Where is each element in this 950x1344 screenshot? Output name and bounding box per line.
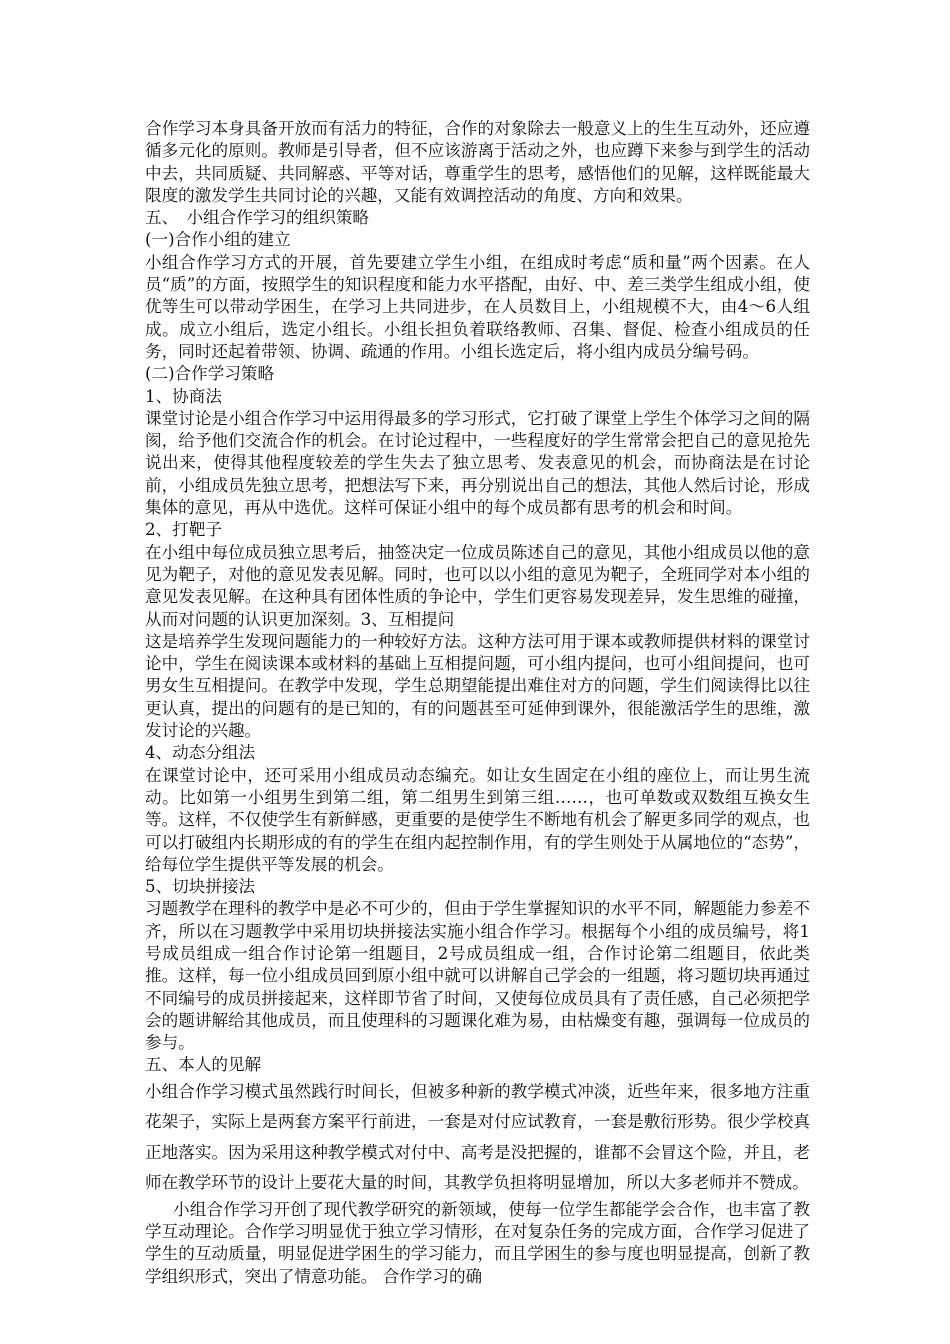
group-building-paragraph: 小组合作学习方式的开展，首先要建立学生小组，在组成时考虑“质和量”两个因素。在人员“质”的方面，按照学生的知识程度和能力水平搭配，由好、中、差三类学生组成小组，使优等生可以带动学困生，在学习上共同进步，在人员数目上，小组规模不大，由4～6人组成。成立小组后，选定小组长。小组长担负着联络教师、召集、督促、检查小组成员的任务，同时还起着带领、协调、疏通的作用。小组长选定后，将小组内成员分编号码。	[145, 252, 810, 361]
section-heading-organization-strategy: 五、 小组合作学习的组织策略	[145, 208, 370, 228]
opinion-paragraph-1	[145, 1077, 810, 1199]
intro-paragraph: 合作学习本身具备开放而有活力的特征，合作的对象除去一般意义上的生生互动外，还应遵循多元化的原则。教师是引导者，但不应该游离于活动之外，也应蹲下来参与到学生的活动中去，共同质疑、共同解惑、平等对话，尊重学生的思考，感悟他们的见解，这样既能最大限度的激发学生共同讨论的兴趣，又能有效调控活动的角度、方向和效果。	[145, 119, 810, 205]
method-heading-jigsaw: 5、切块拼接法	[145, 877, 256, 897]
document-page	[145, 118, 810, 1288]
section-heading-personal-opinion: 五、本人的见解	[145, 1055, 262, 1075]
opinion-paragraph-2: 小组合作学习开创了现代教学研究的新领域，使每一位学生都能学会合作，也丰富了教学互动理论。合作学习明显优于独立学习情形，在对复杂任务的完成方面，合作学习促进了学生的互动质量，明显促进学困生的学习能力，而且学困生的参与度也明显提高，创新了教学组织形式，突出了情意功能。 合作学习的确	[145, 1199, 810, 1286]
negotiation-paragraph: 课堂讨论是小组合作学习中运用得最多的学习形式，它打破了课堂上学生个体学习之间的隔阂，给予他们交流合作的机会。在讨论过程中，一些程度好的学生常常会把自己的意见抢先说出来，使得其他程度较差的学生失去了独立思考、发表意见的机会，而协商法是在讨论前，小组成员先独立思考，把想法写下来，再分别说出自己的想法，其他人然后讨论，形成集体的意见，再从中选优。这样可保证小组中的每个成员都有思考的机会和时间。	[145, 408, 810, 518]
opinion-paragraph-1-text: 小组合作学习模式虽然践行时间长，但被多种新的教学模式冲淡，近些年来，很多地方注重花架子，实际上是两套方案平行前进，一套是对付应试教育，一套是敷衍形势。很少学校真正地落实。因为采用这种教学模式对付中、高考是没把握的，谁都不会冒这个险，并且，老师在教学环节的设计上要花大量的时间，其教学负担将明显增加，所以大多老师并不赞成。	[145, 1081, 810, 1193]
method-heading-negotiation: 1、协商法	[145, 386, 222, 406]
target-paragraph: 在小组中每位成员独立思考后，抽签决定一位成员陈述自己的意见，其他小组成员以他的意见为靶子，对他的意见发表见解。同时，也可以以小组的意见为靶子，全班同学对本小组的意见发表见解。在这种具有团体性质的争论中，学生们更容易发现差异，发生思维的碰撞，从而对问题的认识更加深刻。3、互相提问	[145, 542, 810, 629]
subsection-heading-cooperative-strategy: (二)合作学习策略	[145, 364, 275, 384]
method-heading-dynamic-grouping: 4、动态分组法	[145, 743, 256, 763]
method-heading-target: 2、打靶子	[145, 520, 222, 540]
jigsaw-paragraph: 习题教学在理科的教学中是必不可少的，但由于学生掌握知识的水平不同，解题能力参差不齐，所以在习题教学中采用切块拼接法实施小组合作学习。根据每个小组的成员编号，将1号成员组成一组合作讨论第一组题目，2号成员组成一组，合作讨论第二组题目，依此类推。这样，每一位小组成员回到原小组中就可以讲解自己学会的一组题，将习题切块再通过不同编号的成员拼接起来，这样即节省了时间，又使每位成员具有了责任感，自己必须把学会的题讲解给其他成员，而且使理科的习题课化难为易，由枯燥变有趣，强调每一位成员的参与。	[145, 899, 810, 1053]
dynamic-grouping-paragraph: 在课堂讨论中，还可采用小组成员动态编充。如让女生固定在小组的座位上，而让男生流动。比如第一小组男生到第二组，第二组男生到第三组……，也可单数或双数组互换女生等。这样，不仅使学生有新鲜感，更重要的是使学生不断地有机会了解更多同学的观点，也可以打破组内长期形成的有的学生在组内起控制作用，有的学生则处于从属地位的“态势”，给每位学生提供平等发展的机会。	[145, 765, 810, 874]
subsection-heading-group-building: (一)合作小组的建立	[145, 230, 291, 250]
mutual-question-paragraph: 这是培养学生发现问题能力的一种较好方法。这种方法可用于课本或教师提供材料的课堂讨论中，学生在阅读课本或材料的基础上互相提问题，可小组内提问，也可小组间提问，也可男女生互相提问。在教学中发现，学生总期望能提出难住对方的问题，学生们阅读得比以往更认真，提出的问题有的是已知的，有的问题甚至可延伸到课外，很能激活学生的思维，激发讨论的兴趣。	[145, 631, 810, 741]
